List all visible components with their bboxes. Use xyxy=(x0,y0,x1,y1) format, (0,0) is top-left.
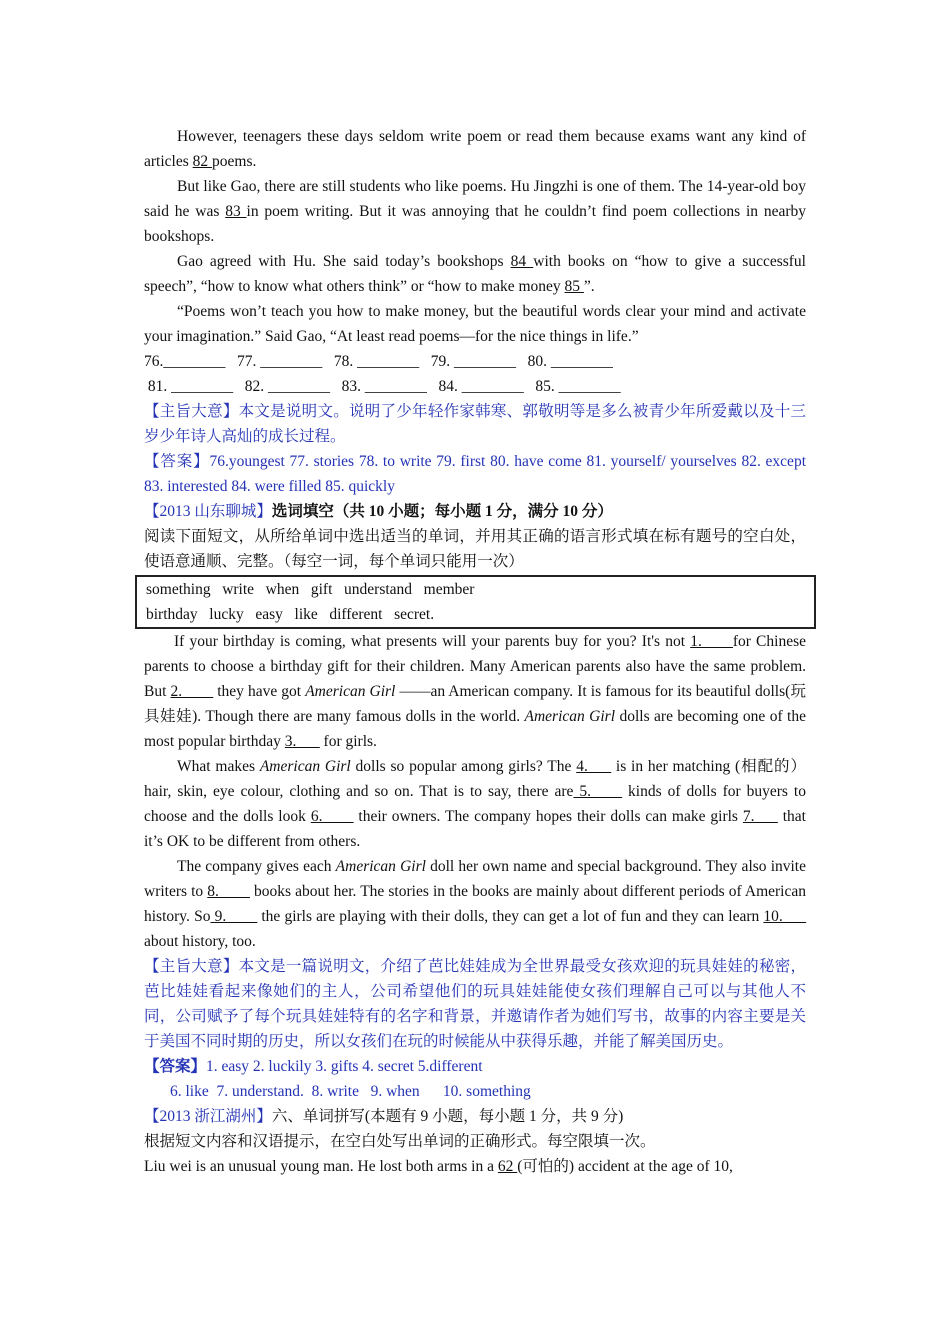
text: If your birthday is coming, what presents will your parents buy for you? It's not xyxy=(174,633,691,650)
tag-bracket: 【 xyxy=(144,1108,160,1125)
paragraph-1 xyxy=(144,124,806,174)
paragraph-8 xyxy=(144,1154,806,1179)
paragraph-2 xyxy=(144,174,806,249)
text: doll her own name and special background. They also invite writers to xyxy=(144,858,806,900)
blank-85: 85 xyxy=(564,278,584,295)
word-bank-box xyxy=(135,575,816,629)
answer-tag: 【答案】 xyxy=(144,1058,207,1075)
summary-text: 本文是一篇说明文，介绍了芭比娃娃成为全世界最受女孩欢迎的玩具娃娃的秘密，芭比娃娃看起来像她们的主人，公司希望他们的玩具娃娃能使女孩们理解自己可以与其他人不同，公司赋予了每个玩具娃娃特有的名字和背景，并邀请作者为她们写书，故事的内容主要是关于美国不同时期的历史，所以女孩们在玩的时候能从中获得乐趣，并能了解美国历史。 xyxy=(144,958,806,1050)
summary-tag: 【主旨大意】 xyxy=(144,403,239,420)
answer-key-2 xyxy=(144,1054,806,1079)
text: the girls are playing with their dolls, they can get a lot of fun and they can learn xyxy=(257,908,764,925)
text: ——an American company. It is famous for its beautiful dolls(玩具娃娃). Though there are many famous dolls in the world. xyxy=(144,683,806,725)
text: for Chinese parents to choose a birthday gift for their children. Many American parents also have the same problem. But xyxy=(144,633,806,700)
blank-4: 4.___ xyxy=(576,758,612,775)
text: Liu wei is an unusual young man. He lost both arms in a xyxy=(144,1158,498,1175)
text: they have got xyxy=(213,683,306,700)
text: about history, too. xyxy=(144,933,256,950)
answer-text: 1. easy 2. luckily 3. gifts 4. secret 5.different xyxy=(206,1058,483,1075)
text: with books on “how to give a successful speech”, “how to know what others think” or “how to make money xyxy=(144,253,806,295)
blank-9: 9.____ xyxy=(210,908,258,925)
answer-key-2-line-2: 6. like 7. understand. 8. write 9. when 10. something xyxy=(170,1083,531,1100)
text: kinds of dolls for buyers to choose and the dolls look xyxy=(144,783,806,825)
word-bank-row-2: birthday lucky easy like different secret. xyxy=(146,606,435,623)
blank-84: 84 xyxy=(510,253,534,270)
blank-62: 62 xyxy=(497,1158,518,1175)
text: in poem writing. But it was annoying that he couldn’t find poem collections in nearby bookshops. xyxy=(144,203,807,245)
text: Gao agreed with Hu. She said today’s bookshops xyxy=(177,253,511,270)
source-tag: 2013 山东聊城 xyxy=(159,503,257,520)
blank-2: 2.____ xyxy=(170,683,214,700)
text: books about her. The stories in the books are mainly about different periods of American history. So xyxy=(144,883,806,925)
answer-text: 76.youngest 77. stories 78. to write 79. first 80. have come 81. yourself/ yourselves 82. except 83. interested 84. were filled 85. quickly xyxy=(144,453,806,495)
blank-83: 83 xyxy=(225,203,247,220)
italic-brand: American Girl xyxy=(305,683,396,700)
section-2-heading xyxy=(144,499,806,524)
paragraph-7 xyxy=(144,854,806,954)
paragraph-6 xyxy=(144,754,806,854)
text: is in her matching (相配的）hair, skin, eye colour, clothing and so on. That is to say, there are xyxy=(144,758,806,800)
text: However, teenagers these days seldom write poem or read them because exams want any kind of articles xyxy=(144,128,806,170)
text: The company gives each xyxy=(177,858,336,875)
text: dolls are becoming one of the most popular birthday xyxy=(144,708,806,750)
answer-blanks-row-1: 76.________ 77. ________ 78. ________ 79. ________ 80. ________ xyxy=(144,353,613,370)
summary-tag: 【主旨大意】 xyxy=(144,958,239,975)
text: for girls. xyxy=(319,733,377,750)
text: their owners. The company hopes their dolls can make girls xyxy=(353,808,743,825)
paragraph-3 xyxy=(144,249,806,299)
italic-brand: American Girl xyxy=(524,708,616,725)
italic-brand: American Girl xyxy=(259,758,351,775)
text: But like Gao, there are still students who like poems. Hu Jingzhi is one of them. The 14-year-old boy said he was xyxy=(144,178,806,220)
tag-bracket: 】 xyxy=(256,1108,272,1125)
blank-7: 7.___ xyxy=(742,808,778,825)
blank-5: 5.____ xyxy=(573,783,623,800)
italic-brand: American Girl xyxy=(335,858,426,875)
blank-6: 6.____ xyxy=(310,808,354,825)
section-title: 选词填空（共 10 小题；每小题 1 分，满分 10 分） xyxy=(271,503,613,520)
blank-8: 8.____ xyxy=(207,883,250,900)
answer-tag: 【答案】 xyxy=(144,453,210,470)
word-bank-row-1: something write when gift understand member xyxy=(146,581,475,598)
tag-bracket: 【 xyxy=(144,503,160,520)
blank-82: 82 xyxy=(192,153,213,170)
paragraph-4: “Poems won’t teach you how to make money, but the beautiful words clear your mind and activate your imagination.” Said Gao, “At least read poems—for the nice things in life.” xyxy=(144,303,806,345)
answer-blanks-row-2: 81. ________ 82. ________ 83. ________ 84. ________ 85. ________ xyxy=(144,378,621,395)
text: dolls so popular among girls? The xyxy=(350,758,577,775)
text: poems. xyxy=(212,153,257,170)
text: What makes xyxy=(177,758,260,775)
paragraph-5 xyxy=(144,629,806,754)
blank-10: 10.___ xyxy=(763,908,807,925)
summary-text: 本文是说明文。说明了少年轻作家韩寒、郭敬明等是多么被青少年所爱戴以及十三岁少年诗人高灿的成长过程。 xyxy=(144,403,806,445)
blank-3: 3.___ xyxy=(284,733,320,750)
answer-key-1 xyxy=(144,449,806,499)
text: (可怕的) accident at the age of 10, xyxy=(517,1158,733,1175)
summary-1 xyxy=(144,399,806,449)
text: that it’s OK to be different from others. xyxy=(144,808,806,850)
document-page xyxy=(144,124,806,1179)
source-tag: 2013 浙江湖州 xyxy=(159,1108,257,1125)
section-2-instructions: 阅读下面短文，从所给单词中选出适当的单词，并用其正确的语言形式填在标有题号的空白处，使语意通顺、完整。（每空一词，每个单词只能用一次） xyxy=(144,528,806,570)
text: ”. xyxy=(583,278,595,295)
blank-1: 1.____ xyxy=(690,633,733,650)
section-title: 六、单词拼写(本题有 9 小题，每小题 1 分，共 9 分) xyxy=(271,1108,624,1125)
section-3-instructions: 根据短文内容和汉语提示，在空白处写出单词的正确形式。每空限填一次。 xyxy=(144,1133,656,1150)
section-3-heading xyxy=(144,1104,806,1129)
summary-2 xyxy=(144,954,806,1054)
tag-bracket: 】 xyxy=(256,503,272,520)
